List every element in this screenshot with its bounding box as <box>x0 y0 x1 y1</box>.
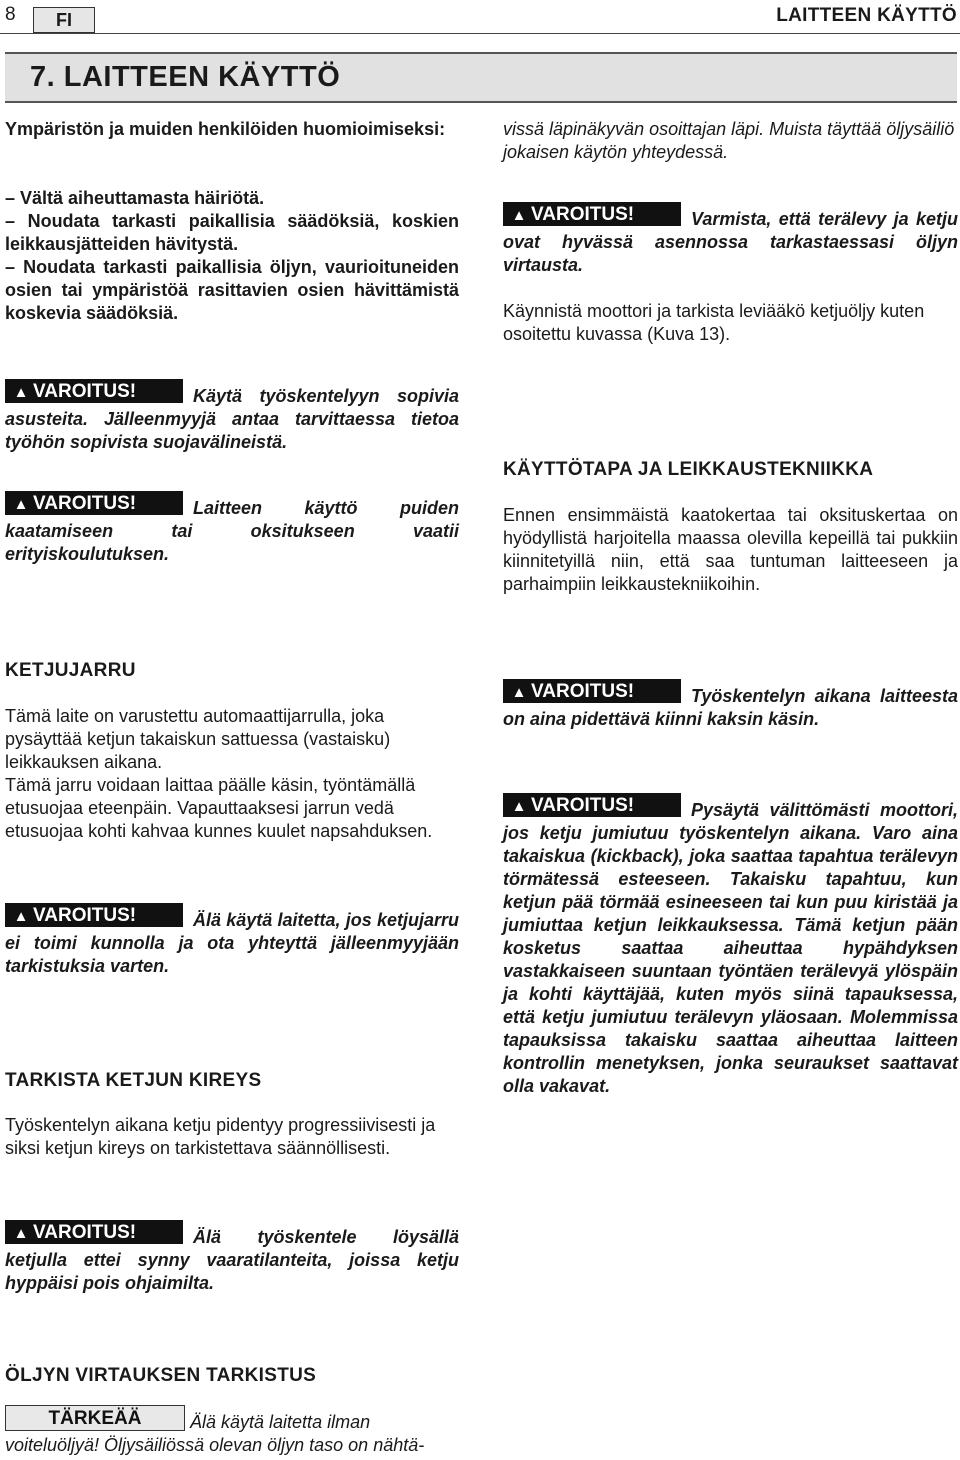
warning-triangle-icon: ▲ <box>13 1225 29 1242</box>
important-text: Älä käytä laitetta ilman voiteluöljyä! Öljysäiliössä olevan öljyn taso on nähtä- <box>5 1412 425 1455</box>
list-item: – Vältä aiheuttamasta häiriötä. <box>5 188 265 208</box>
warning-text: Työskentelyn aikana laitteesta on aina pidettävä kiinni kaksin käsin. <box>503 686 958 729</box>
intro-text: Ympäristön ja muiden henkilöiden huomioimiseksi: <box>5 119 446 139</box>
warning-text: Varmista, että terälevy ja ketju ovat hyvässä asennossa tarkastaessasi öljyn virtausta. <box>503 209 958 275</box>
important-block <box>5 1408 459 1457</box>
section-heading: KÄYTTÖTAPA JA LEIKKAUSTEKNIIKKA <box>503 459 874 480</box>
warning-triangle-icon: ▲ <box>13 496 29 513</box>
warning-block <box>5 493 459 566</box>
warning-block <box>503 204 958 277</box>
paragraph-line: Tämä jarru voidaan laittaa päälle käsin, työntämällä etusuojaa eteenpäin. Vapauttaaksesi jarrun vedä etusuojaa kohti kahvaa kunnes kuulet napsahduksen. <box>5 775 433 841</box>
paragraph: Käynnistä moottori ja tarkista leviääkö ketjuöljy kuten osoitettu kuvassa (Kuva 13). <box>503 301 925 344</box>
header-divider <box>0 33 960 34</box>
section-heading: TARKISTA KETJUN KIREYS <box>5 1070 262 1091</box>
paragraph <box>5 705 459 843</box>
language-tab: FI <box>33 7 95 33</box>
warning-label: VAROITUS! <box>33 381 137 402</box>
paragraph: Ennen ensimmäistä kaatokertaa tai oksituskertaa on hyödyllistä harjoitella maassa olevilla kepeillä tai pukkiin kiinnitetyillä niin, että saa tuntuman laitteeseen ja parhaimpiin leikkaustekniikoihin. <box>503 505 958 594</box>
bullet-list <box>5 187 459 325</box>
section-title: LAITTEEN KÄYTTÖ <box>776 5 957 26</box>
warning-label: VAROITUS! <box>33 905 137 926</box>
section-heading: ÖLJYN VIRTAUKSEN TARKISTUS <box>5 1365 317 1386</box>
warning-badge <box>503 679 681 703</box>
warning-triangle-icon: ▲ <box>511 798 527 815</box>
warning-text: Käytä työskentelyyn sopivia asusteita. Jälleenmyyjä antaa tarvittaessa tietoa työhön sopivista suojavälineistä. <box>5 386 459 452</box>
warning-triangle-icon: ▲ <box>511 684 527 701</box>
warning-badge <box>5 491 183 515</box>
warning-block <box>503 795 958 1098</box>
warning-text: Pysäytä välittömästi moottori, jos ketju jumiutuu työskentelyn aikana. Varo aina takaiskua (kickback), joka saattaa tapahtua terälevyn törmätessä esteeseen. Takaisku tapahtuu, kun ketjun pää törmää esineeseen tai kun puu kiristää ja jumiuttaa ketjun leikkauksessa. Tämä ketjun pään kosketus saattaa aiheuttaa hypähdyksen vastakkaiseen suuntaan työntäen terälevyä ylöspäin ja kohti käyttäjää, kuten myös siinä tapauksessa, että ketju jumiutuu terälevyn yläosaan. Molemmissa tapauksissa takaisku saattaa aiheuttaa laitteen kontrollin menetyksen, jonka seuraukset saattavat olla vakavat. <box>503 800 958 1096</box>
warning-badge <box>503 202 681 226</box>
warning-label: VAROITUS! <box>33 1222 137 1243</box>
warning-triangle-icon: ▲ <box>511 207 527 224</box>
warning-label: VAROITUS! <box>531 681 635 702</box>
paragraph: vissä läpinäkyvän osoittajan läpi. Muista täyttää öljysäiliö jokaisen käytön yhteydessä. <box>503 119 955 162</box>
warning-text: Älä työskentele löysällä ketjulla ettei synny vaaratilanteita, joissa ketju hyppäisi pois ohjaimilta. <box>5 1227 459 1293</box>
list-item: – Noudata tarkasti paikallisia öljyn, vaurioituneiden osien tai ympäristöä rasittavien osien hävittämistä koskevia säädöksiä. <box>5 257 459 323</box>
warning-block <box>5 381 459 454</box>
warning-badge <box>5 1220 183 1244</box>
paragraph: Työskentelyn aikana ketju pidentyy progressiivisesti ja siksi ketjun kireys on tarkistettava säännöllisesti. <box>5 1115 436 1158</box>
section-heading: KETJUJARRU <box>5 660 136 681</box>
important-badge: TÄRKEÄÄ <box>5 1405 185 1431</box>
page-number: 8 <box>5 4 16 25</box>
warning-label: VAROITUS! <box>531 204 635 225</box>
warning-label: VAROITUS! <box>531 795 635 816</box>
warning-block <box>503 681 958 731</box>
chapter-banner <box>5 52 957 103</box>
warning-block <box>5 1222 459 1295</box>
warning-label: VAROITUS! <box>33 493 137 514</box>
warning-badge <box>503 793 681 817</box>
paragraph-line: Tämä laite on varustettu automaattijarrulla, joka pysäyttää ketjun takaiskun sattuessa (vastaisku) leikkauksen aikana. <box>5 706 391 772</box>
warning-triangle-icon: ▲ <box>13 384 29 401</box>
chapter-title: 7. LAITTEEN KÄYTTÖ <box>30 61 341 93</box>
warning-triangle-icon: ▲ <box>13 908 29 925</box>
warning-block <box>5 905 459 978</box>
warning-badge <box>5 903 183 927</box>
warning-text: Laitteen käyttö puiden kaatamiseen tai oksitukseen vaatii erityiskoulutuksen. <box>5 498 459 564</box>
list-item: – Noudata tarkasti paikallisia säädöksiä, koskien leikkausjätteiden hävitystä. <box>5 211 459 254</box>
warning-badge <box>5 379 183 403</box>
warning-text: Älä käytä laitetta, jos ketjujarru ei toimi kunnolla ja ota yhteyttä jälleenmyyjään tarkistuksia varten. <box>5 910 459 976</box>
